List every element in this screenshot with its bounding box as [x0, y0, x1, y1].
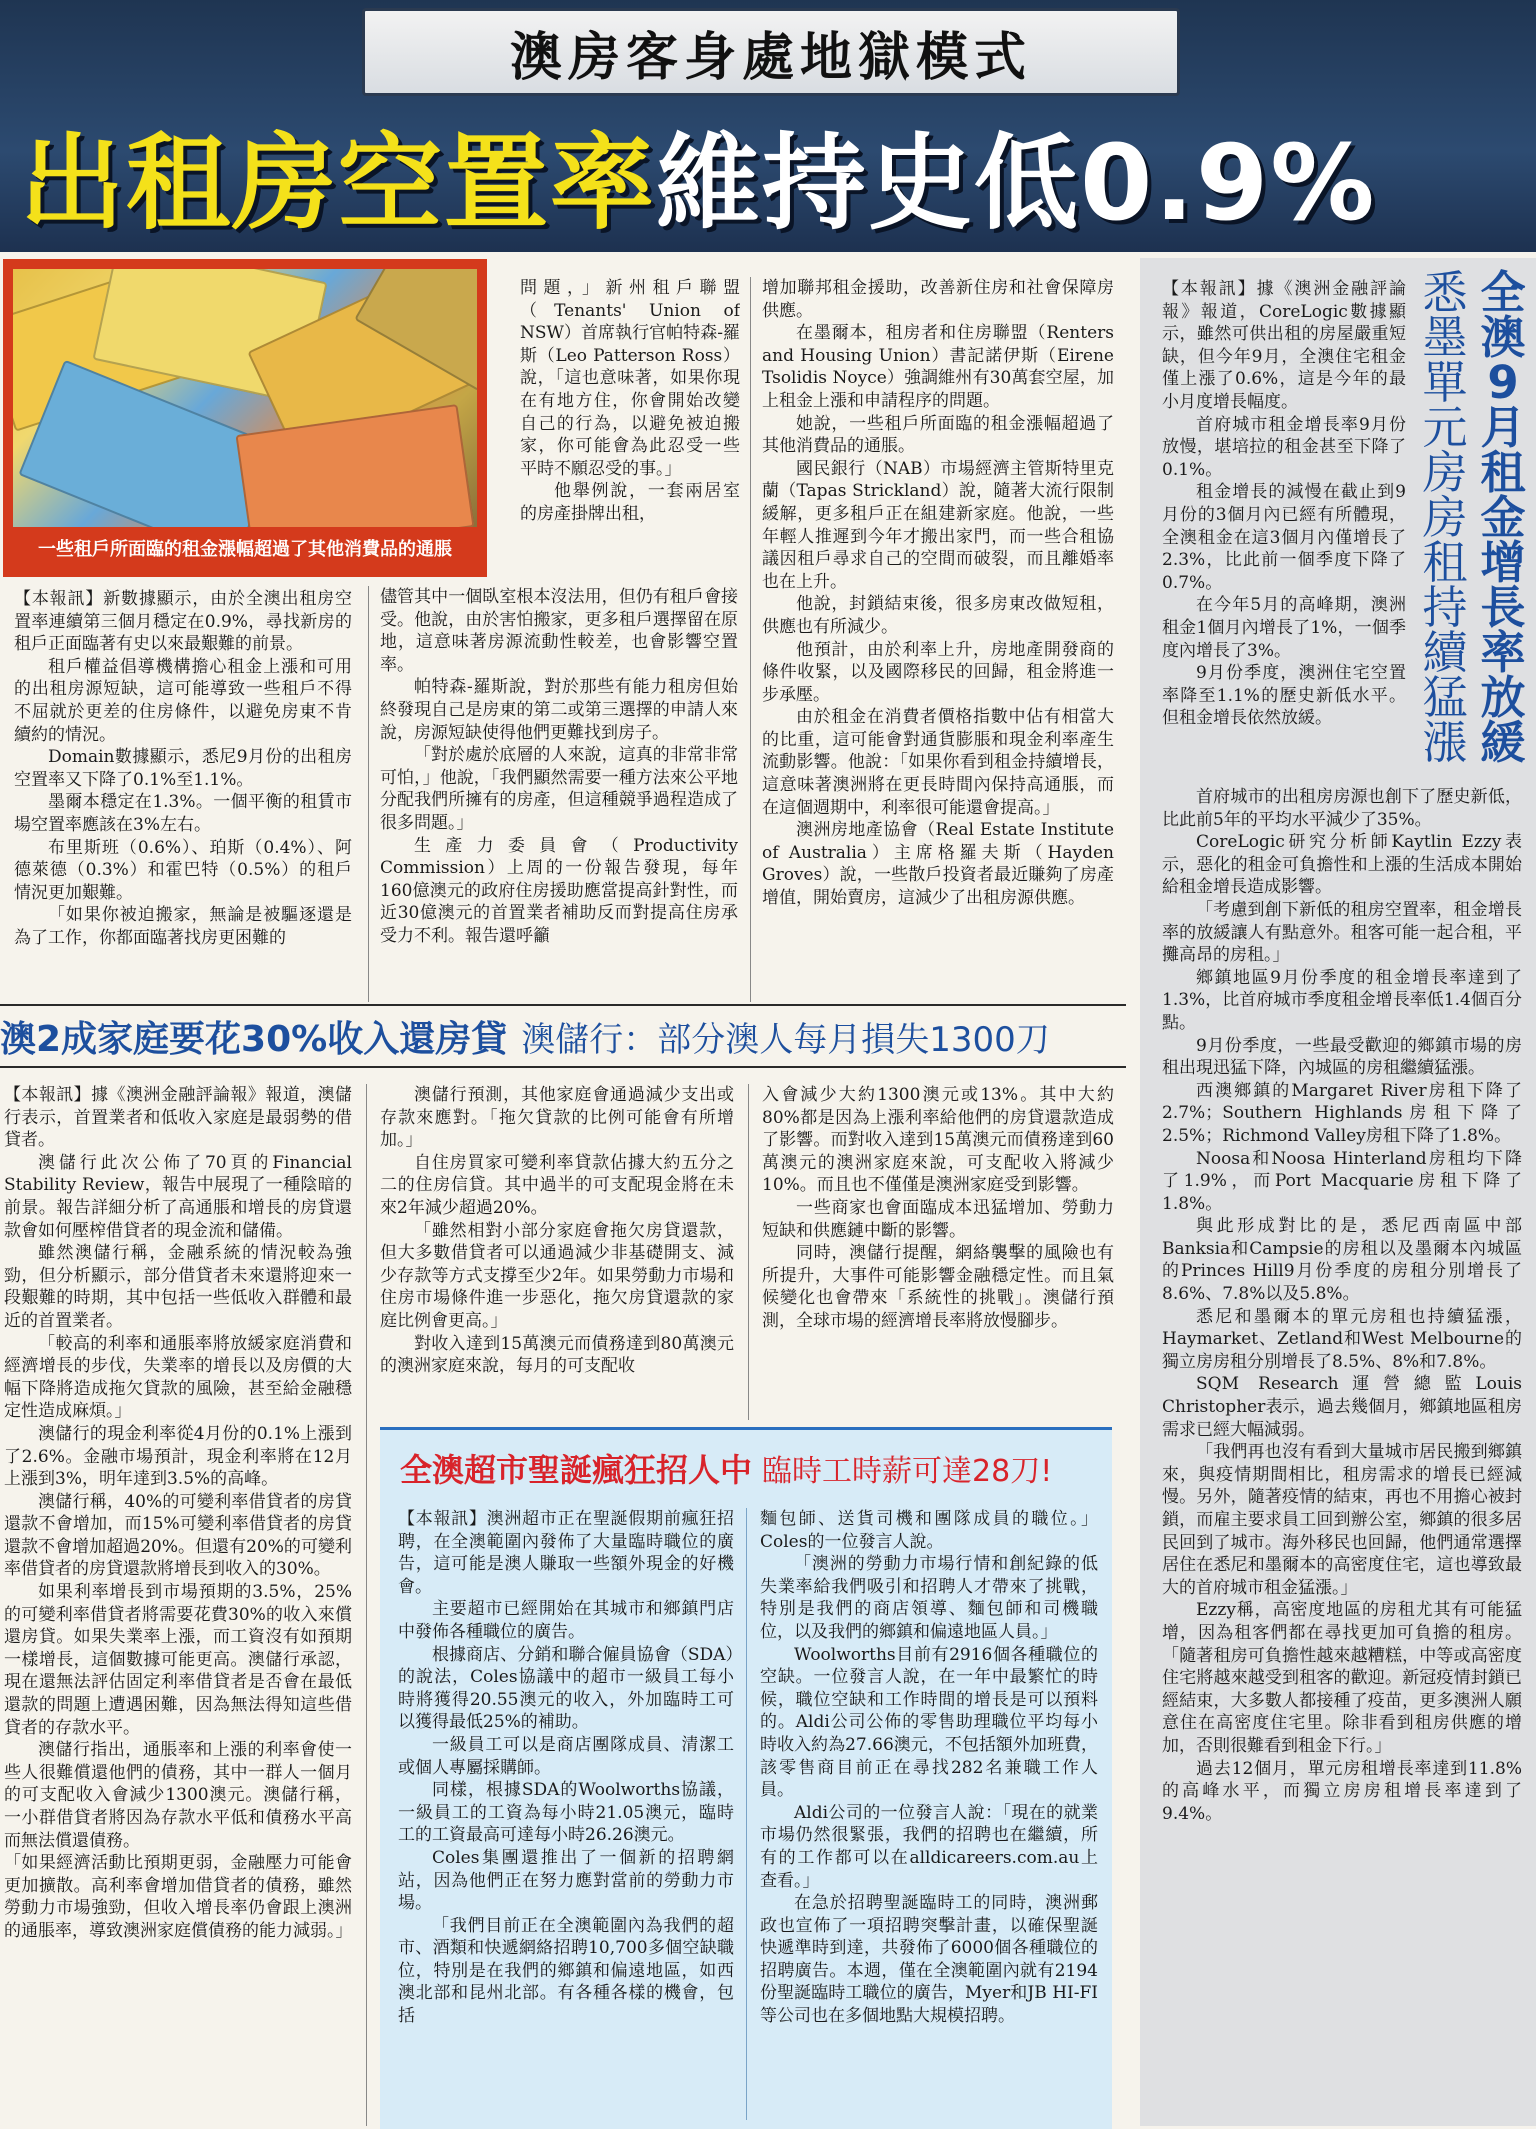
- article3-column-2: [760, 1508, 1098, 2120]
- sidebar-paragraph: 9月份季度，一些最受歡迎的鄉鎮市場的房租出現迅猛下降，內城區的房租繼續猛漲。: [1162, 1035, 1522, 1079]
- sidebar-paragraph: 與此形成對比的是，悉尼西南區中部Banksia和Campsie的房租以及墨爾本內城區的Princes Hill9月份季度的房租分別增長了8.6%、7.8%以及5.8%。: [1162, 1216, 1522, 1305]
- article2-paragraph: 一些商家也會面臨成本迅猛增加、勞動力短缺和供應鏈中斷的影響。: [762, 1197, 1114, 1241]
- article3-paragraph: 同樣，根據SDA的Woolworths協議，一級員工的工資為每小時21.05澳元，臨時工的工資最高可達每小時26.26澳元。: [398, 1780, 734, 1846]
- sidebar-column-bottom: [1162, 786, 1522, 2120]
- column-divider: [368, 586, 369, 1002]
- column-divider: [750, 277, 751, 1002]
- article2-headline-bold: 澳2成家庭要花30%收入還房貸: [0, 1018, 508, 1060]
- article1-paragraph: 澳洲房地產協會（Real Estate Institute of Australia）主席格羅夫斯（Hayden Groves）說，一些散戶投資者最近賺夠了房產增值，開始賣房，這減少了出租房源供應。: [762, 820, 1114, 909]
- sidebar-paragraph: Noosa和Noosa Hinterland房租均下降了1.9%，而Port Macquarie房租下降了1.8%。: [1162, 1148, 1522, 1214]
- article2-paragraph: 「雖然相對小部分家庭會拖欠房貸還款，但大多數借貸者可以通過減少非基礎開支、減少存款等方式支撐至少2年。如果勞動力市場和住房市場條件進一步惡化，拖欠房貸還款的家庭比例會更高。」: [380, 1220, 734, 1331]
- article2-paragraph: 「較高的利率和通脹率將放緩家庭消費和經濟增長的步伐，失業率的增長以及房價的大幅下降將造成拖欠貸款的風險，甚至給金融穩定性造成麻煩。」: [4, 1333, 352, 1422]
- sidebar-paragraph: 「考慮到創下新低的租房空置率，租金增長率的放緩讓人有點意外。租客可能一起合租，平攤高昂的房租。」: [1162, 899, 1522, 966]
- section-rule: [0, 1066, 1126, 1068]
- article1-paragraph: 他舉例說，一套兩居室的房產掛牌出租，: [520, 481, 740, 524]
- article2-paragraph: 對收入達到15萬澳元而債務達到80萬澳元的澳洲家庭來說，每月的可支配收: [380, 1333, 734, 1377]
- article1-paragraph: 布里斯班（0.6%）、珀斯（0.4%）、阿德萊德（0.3%）和霍巴特（0.5%）的租戶情況更加艱難。: [14, 837, 352, 903]
- article1-paragraph: 由於租金在消費者價格指數中佔有相當大的比重，這可能會對通貨膨脹和現金利率產生流動影響。他說：「如果你看到租金持續增長，這意味著澳洲將在更長時間內保持高通脹，而在這個週期中，利率很可能還會提高。」: [762, 707, 1114, 818]
- article3-paragraph: 一級員工可以是商店團隊成員、清潔工或個人專屬採購師。: [398, 1734, 734, 1778]
- article1-paragraph: 儘管其中一個臥室根本沒法用，但仍有租戶會接受。他說，由於害怕搬家，更多租戶選擇留在原地，這意味著房源流動性較差，也會影響空置率。: [380, 587, 738, 675]
- article2-paragraph: 澳儲行預測，其他家庭會通過減少支出或存款來應對。「拖欠貸款的比例可能會有所增加。」: [380, 1085, 734, 1151]
- column-divider: [366, 1084, 367, 2126]
- article1-paragraph: 她說，一些租戶所面臨的租金漲幅超過了其他消費品的通脹。: [762, 413, 1114, 457]
- article2-paragraph: 澳儲行的現金利率從4月份的0.1%上漲到了2.6%。金融市場預計，現金利率將在12月上漲到3%，明年達到3.5%的高峰。: [4, 1423, 352, 1490]
- article2-paragraph: 澳儲行稱，40%的可變利率借貸者的房貸還款不會增加，而15%可變利率借貸者的房貸還款不會增加超過20%。但還有20%的可變利率借貸者的房貸還款將增長到收入的30%。: [4, 1491, 352, 1580]
- article3-paragraph: 麵包師、送貨司機和團隊成員的職位。」Coles的一位發言人說。: [760, 1509, 1098, 1552]
- article2-paragraph: 自住房買家可變利率貸款佔據大約五分之二的住房信貸。其中過半的可支配現金將在未來2年減少超過20%。: [380, 1152, 734, 1218]
- sidebar-paragraph: 鄉鎮地區9月份季度的租金增長率達到了1.3%，比首府城市季度租金增長率低1.4個百分點。: [1162, 967, 1522, 1033]
- article3-paragraph: 主要超市已經開始在其城市和鄉鎮門店中發佈各種職位的廣告。: [398, 1599, 734, 1642]
- article1-paragraph: 增加聯邦租金援助，改善新住房和社會保障房供應。: [762, 278, 1114, 321]
- sidebar-paragraph: 悉尼和墨爾本的單元房租也持續猛漲，Haymarket、Zetland和West Melbourne的獨立房房租分別增長了8.5%、8%和7.8%。: [1162, 1306, 1522, 1372]
- article3-paragraph: Woolworths目前有2916個各種職位的空缺。一位發言人說，在一年中最繁忙的時候，職位空缺和工作時間的增長是可以預料的。Aldi公司公佈的零售助理職位平均每小時收入約為27.66澳元，不包括額外加班費，該零售商目前正在尋找282名兼職工作人員。: [760, 1644, 1098, 1801]
- article2-paragraph: 【本報訊】據《澳洲金融評論報》報道，澳儲行表示，首置業者和低收入家庭是最弱勢的借貸者。: [4, 1085, 352, 1151]
- article1-paragraph: 國民銀行（NAB）市場經濟主管斯特里克蘭（Tapas Strickland）說，隨著大流行限制緩解，更多租戶正在組建新家庭。他說，一些年輕人推遲到今年才搬出家門，而一些合租協議因租戶尋求自己的空間而破裂，而且離婚率也在上升。: [762, 458, 1114, 592]
- article2-column-2: [380, 1084, 734, 1420]
- sidebar-paragraph: 「我們再也沒有看到大量城市居民搬到鄉鎮來，與疫情期間相比，租房需求的增長已經減慢。另外，隨著疫情的結束，再也不用擔心被封鎖，而雇主要求員工回到辦公室，鄉鎮的很多居民回到了城市。海外移民也回歸，他們通常選擇居住在悉尼和墨爾本的高密度住宅，這也導致最大的首府城市租金猛漲。」: [1162, 1442, 1522, 1598]
- article1-paragraph: 他說，封鎖結束後，很多房東改做短租，供應也有所減少。: [762, 594, 1114, 637]
- sidebar-paragraph: SQM Research運營總監Louis Christopher表示，過去幾個月，鄉鎮地區租房需求已經大幅減弱。: [1162, 1374, 1522, 1440]
- article2-paragraph: 如果利率增長到市場預期的3.5%，25%的可變利率借貸者將需要花費30%的收入來償還房貸。如果失業率上漲，而工資沒有如預期一樣增長，這個數據可能更高。澳儲行承認，現在還無法評估固定利率借貸者是否會在最低還款的問題上遭遇困難，因為無法得知這些借貸者的存款水平。: [4, 1582, 352, 1738]
- article2-paragraph: 同時，澳儲行提醒，網絡襲擊的風險也有所提升，大事件可能影響金融穩定性。而且氣候變化也會帶來「系統性的挑戰」。澳儲行預測，全球市場的經濟增長率將放慢腳步。: [762, 1243, 1114, 1331]
- article3-column-1: [398, 1508, 734, 2120]
- sidebar-paragraph: Ezzy稱，高密度地區的房租尤其有可能猛增，因為租客們都在尋找更加可負擔的租房。「隨著租房可負擔性越來越糟糕，中等或高密度住宅將越來越受到租客的歡迎。新冠疫情封鎖已經結束，大多數人都接種了疫苗，更多澳洲人願意住在高密度住宅里。除非看到租房供應的增加，否則很難看到租金下行。」: [1162, 1600, 1522, 1756]
- sidebar-paragraph: 租金增長的減慢在截止到9月份的3個月內已經有所體現，全澳租金在這3個月內僅增長了2.3%，比此前一個季度下降了0.7%。: [1162, 482, 1406, 593]
- article3-paragraph: Coles集團還推出了一個新的招聘網站，因為他們正在努力應對當前的勞動力市場。: [398, 1847, 734, 1914]
- sidebar-headline-bold-text: 全澳9月租金增長率放緩: [1480, 266, 1526, 769]
- article2-column-1: [4, 1084, 352, 2126]
- article3-headline-bold: 全澳超市聖誕瘋狂招人中: [400, 1451, 753, 1489]
- article1-paragraph: 【本報訊】新數據顯示，由於全澳出租房空置率連續第三個月穩定在0.9%，尋找新房的租戶正面臨著有史以來最艱難的前景。: [14, 589, 352, 655]
- sidebar-paragraph: 【本報訊】據《澳洲金融評論報》報道，CoreLogic數據顯示，雖然可供出租的房屋嚴重短缺，但今年9月，全澳住宅租金僅上漲了0.6%，這是今年的最小月度增長幅度。: [1162, 279, 1406, 412]
- article3-paragraph: Aldi公司的一位發言人說：「現在的就業市場仍然很緊張，我們的招聘也在繼續，所有的工作都可以在alldicareers.com.au上查看。」: [760, 1802, 1098, 1891]
- section-rule: [0, 1004, 1126, 1006]
- article3-paragraph: 【本報訊】澳洲超市正在聖誕假期前瘋狂招聘，在全澳範圍內發佈了大量臨時職位的廣告，這可能是澳人賺取一些額外現金的好機會。: [398, 1509, 734, 1597]
- sidebar-paragraph: 過去12個月，單元房租增長率達到11.8%的高峰水平，而獨立房房租增長率達到了9.4%。: [1162, 1758, 1522, 1824]
- column-divider: [748, 1084, 749, 1420]
- article2-column-3: [762, 1084, 1114, 1420]
- sidebar-paragraph: 首府城市的出租房房源也創下了歷史新低，比此前5年的平均水平減少了35%。: [1162, 787, 1522, 830]
- article1-paragraph: 問題，」新州租戶聯盟（Tenants' Union of NSW）首席執行官帕特森-羅斯（Leo Patterson Ross）說，「這也意味著，如果你現在有地方住，你會開始改變自己的行為，以避免被迫搬家，你可能會為此忍受一些平時不願忍受的事。」: [520, 278, 740, 479]
- sidebar-headline-light-text: 悉墨單元房房租持續猛漲: [1422, 266, 1468, 769]
- article1-column-2b: [380, 586, 738, 1002]
- article1-column-1: [14, 588, 352, 1002]
- article2-paragraph: 雖然澳儲行稱，金融系統的情況較為強勁，但分析顯示，部分借貸者未來還將迎來一段艱難的時期，其中包括一些低收入群體和最近的首置業者。: [4, 1243, 352, 1331]
- headline-white: 維持史低0.9%: [656, 122, 1377, 244]
- article1-column-3: [762, 277, 1114, 1002]
- kicker-title: 澳房客身處地獄模式: [509, 27, 1032, 88]
- article1-column-2a: [520, 277, 740, 539]
- article2-paragraph: 入會減少大約1300澳元或13%。其中大約80%都是因為上漲利率給他們的房貸還款造成了影響。而對收入達到15萬澳元而債務達到60萬澳元的澳洲家庭來說，可支配收入將減少10%。而且也不僅僅是澳洲家庭受到影響。: [762, 1085, 1114, 1196]
- article3-paragraph: 「我們目前正在全澳範圍內為我們的超市、酒類和快遞網絡招聘10,700多個空缺職位，特別是在我們的鄉鎮和偏遠地區，如西澳北部和昆州北部。有各種各樣的機會，包括: [398, 1915, 734, 2027]
- column-divider: [746, 1508, 747, 2120]
- article3-headline-light: 臨時工時薪可達28刀!: [762, 1454, 1053, 1489]
- article3-headline: [400, 1440, 1100, 1496]
- article3-paragraph: 根據商店、分銷和聯合僱員協會（SDA）的說法，Coles協議中的超市一級員工每小時將獲得20.55澳元的收入，外加臨時工可以獲得最低25%的補助。: [398, 1644, 734, 1733]
- article1-paragraph: 生產力委員會（Productivity Commission）上周的一份報告發現，每年160億澳元的政府住房援助應當提高針對性，而近30億澳元的首置業者補助反而對提高住房承受力不利。報告還呼籲: [380, 835, 738, 946]
- article2-paragraph: 「如果經濟活動比預期更弱，金融壓力可能會更加擴散。高利率會增加借貸者的債務，雖然勞動力市場強勁，但收入增長率仍會跟上澳洲的通脹率，導致澳洲家庭償債務的能力減弱。」: [4, 1853, 352, 1941]
- article3-paragraph: 「澳洲的勞動力市場行情和創紀錄的低失業率給我們吸引和招聘人才帶來了挑戰，特別是我們的商店領導、麵包師和司機職位，以及我們的鄉鎮和偏遠地區人員。」: [760, 1554, 1098, 1642]
- article2-headline: [0, 1008, 1130, 1064]
- banknotes-photo: [13, 269, 477, 527]
- headline-yellow: 出租房空置率: [20, 122, 657, 244]
- main-headline: [20, 104, 1520, 244]
- kicker-box: [362, 8, 1180, 96]
- article2-paragraph: 澳儲行指出，通脹率和上漲的利率會使一些人很難償還他們的債務，其中一群人一個月的可支配收入會減少1300澳元。澳儲行稱，一小群借貸者將因為存款水平低和債務水平高而無法償還債務。: [4, 1740, 352, 1851]
- article3-paragraph: 在急於招聘聖誕臨時工的同時，澳洲郵政也宣佈了一項招聘突擊計畫，以確保聖誕快遞準時到達，共發佈了6000個各種職位的招聘廣告。本週，僅在全澳範圍內就有2194份聖誕臨時工職位的廣告，Myer和JB HI-FI等公司也在多個地點大規模招聘。: [760, 1893, 1098, 2027]
- sidebar-headline-bold: [1476, 266, 1530, 769]
- sidebar-headline-light: [1418, 266, 1472, 769]
- photo-caption: 一些租戶所面臨的租金漲幅超過了其他消費品的通脹: [38, 539, 452, 560]
- sidebar-paragraph: 9月份季度，澳洲住宅空置率降至1.1%的歷史新低水平。但租金增長依然放緩。: [1162, 663, 1406, 729]
- photo-frame: [3, 259, 487, 577]
- article2-headline-light: 澳儲行：部分澳人每月損失1300刀: [521, 1019, 1050, 1060]
- sidebar-paragraph: 西澳鄉鎮的Margaret River房租下降了2.7%；Southern Highlands房租下降了2.5%；Richmond Valley房租下降了1.8%。: [1162, 1080, 1522, 1146]
- article1-paragraph: 墨爾本穩定在1.3%。一個平衡的租賃市場空置率應該在3%左右。: [14, 792, 352, 835]
- article1-paragraph: 租戶權益倡導機構擔心租金上漲和可用的出租房源短缺，這可能導致一些租戶不得不屈就於更差的住房條件，以避免房東不肯續約的情況。: [14, 656, 352, 745]
- article1-paragraph: 他預計，由於利率上升，房地產開發商的條件收緊，以及國際移民的回歸，租金將進一步承壓。: [762, 639, 1114, 705]
- article2-paragraph: 澳儲行此次公佈了70頁的Financial Stability Review，報告中展現了一種陰暗的前景。報告詳細分析了高通脹和增長的房貸還款會如何壓榨借貸者的現金流和儲備。: [4, 1152, 352, 1241]
- sidebar-paragraph: 首府城市租金增長率9月份放慢，堪培拉的租金甚至下降了0.1%。: [1162, 414, 1406, 480]
- article1-paragraph: 「如果你被迫搬家，無論是被驅逐還是為了工作，你都面臨著找房更困難的: [14, 905, 352, 948]
- article1-paragraph: Domain數據顯示，悉尼9月份的出租房空置率又下降了0.1%至1.1%。: [14, 747, 352, 790]
- article1-paragraph: 「對於處於底層的人來說，這真的非常非常可怕，」他說，「我們顯然需要一種方法來公平地分配我們所擁有的房產，但這種競爭過程造成了很多問題。」: [380, 745, 738, 833]
- article1-paragraph: 帕特森-羅斯說，對於那些有能力租房但始終發現自己是房東的第二或第三選擇的申請人來說，房源短缺使得他們更難找到房子。: [380, 677, 738, 743]
- sidebar-column-top: [1162, 278, 1406, 784]
- article1-paragraph: 在墨爾本，租房者和住房聯盟（Renters and Housing Union）書記諾伊斯（Eirene Tsolidis Noyce）強調維州有30萬套空屋，加上租金上漲和申請程序的問題。: [762, 323, 1114, 411]
- sidebar-paragraph: 在今年5月的高峰期，澳洲租金1個月內增長了1%，一個季度內增長了3%。: [1162, 595, 1406, 661]
- sidebar-paragraph: CoreLogic研究分析師Kaytlin Ezzy表示，惡化的租金可負擔性和上漲的生活成本開始給租金增長造成影響。: [1162, 832, 1522, 898]
